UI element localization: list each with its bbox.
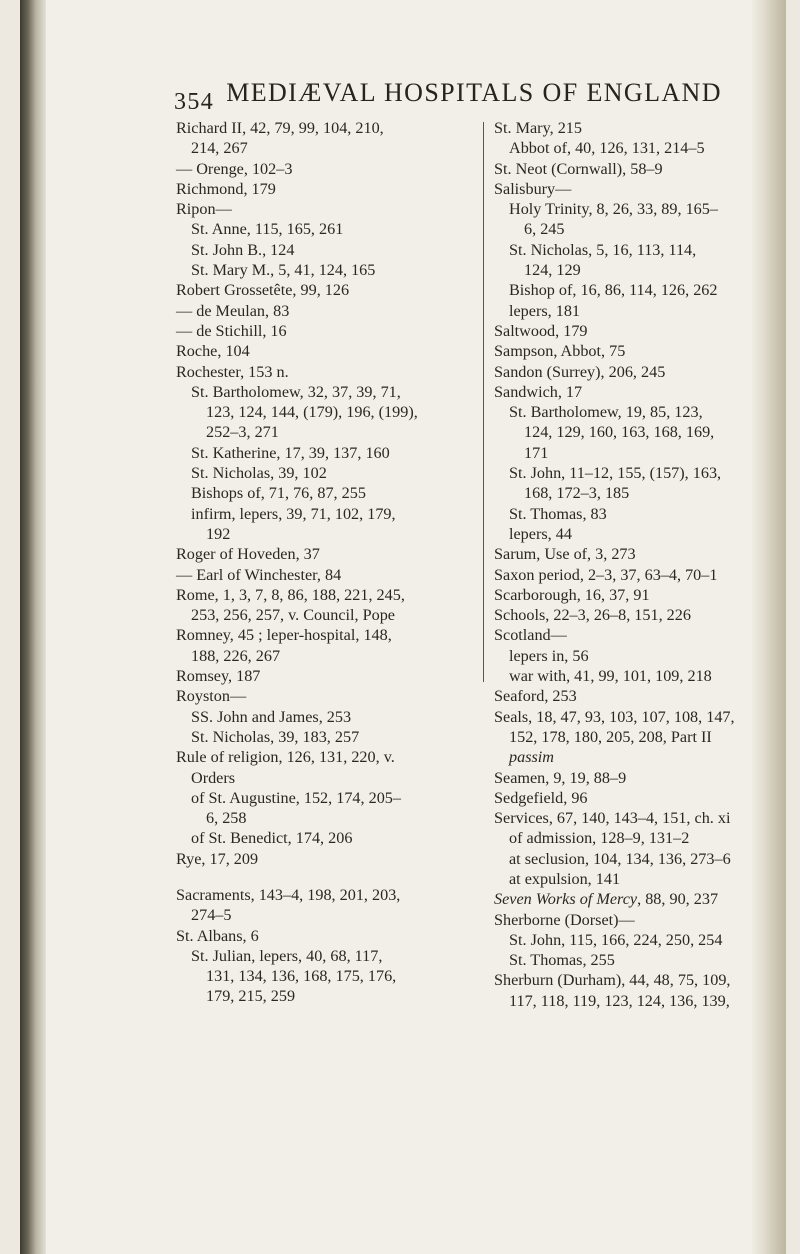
index-entry: Sandwich, 17 [494, 382, 583, 401]
index-subentry: at seclusion, 104, 134, 136, 273–6 [509, 849, 731, 868]
page-number: 354 [174, 89, 215, 115]
index-entry: Roger of Hoveden, 37 [176, 545, 320, 564]
index-subentry: 179, 215, 259 [206, 987, 296, 1006]
index-entry: Saxon period, 2–3, 37, 63–4, 70–1 [494, 565, 718, 584]
index-entry: Sarum, Use of, 3, 273 [494, 545, 636, 564]
index-entry: St. Albans, 6 [176, 926, 259, 945]
index-subentry: 131, 134, 136, 168, 175, 176, [206, 967, 397, 986]
index-subentry: 168, 172–3, 185 [524, 484, 630, 503]
index-entry: Sandon (Surrey), 206, 245 [494, 362, 666, 381]
index-subentry: St. Julian, lepers, 40, 68, 117, [191, 946, 383, 965]
index-entry: Romney, 45 ; leper-hospital, 148, [176, 626, 392, 645]
index-entry: Schools, 22–3, 26–8, 151, 226 [494, 606, 691, 625]
italic-title: Seven Works of Mercy [494, 890, 638, 909]
index-entry: Sedgefield, 96 [494, 788, 588, 807]
index-subentry: 123, 124, 144, (179), 196, (199), [206, 403, 418, 422]
index-subentry: St. Thomas, 255 [509, 951, 615, 970]
index-entry: — de Meulan, 83 [176, 301, 290, 320]
index-subentry: 214, 267 [191, 139, 248, 158]
index-entry: Rochester, 153 n. [176, 362, 289, 381]
index-subentry: 192 [206, 524, 231, 543]
index-entry: Scotland— [494, 626, 567, 645]
index-entry: — de Stichill, 16 [176, 321, 287, 340]
index-entry: Salisbury— [494, 179, 572, 198]
index-subentry: Orders [191, 768, 236, 787]
index-subentry: of admission, 128–9, 131–2 [509, 829, 690, 848]
index-subentry: at expulsion, 141 [509, 869, 621, 888]
index-subentry: 6, 245 [524, 220, 565, 239]
index-subentry: passim [509, 748, 554, 767]
index-entry: Roche, 104 [176, 342, 250, 361]
index-subentry: lepers, 44 [509, 524, 572, 543]
index-entry [494, 889, 784, 909]
index-subentry: war with, 41, 99, 101, 109, 218 [509, 667, 712, 686]
index-entry: Rule of religion, 126, 131, 220, v. [176, 748, 395, 767]
index-entry: Royston— [176, 687, 247, 706]
index-entry: — Orenge, 102–3 [176, 159, 293, 178]
index-subentry: 124, 129, 160, 163, 168, 169, [524, 423, 715, 442]
index-entry: Services, 67, 140, 143–4, 151, ch. xi [494, 809, 731, 828]
index-entry: Seals, 18, 47, 93, 103, 107, 108, 147, [494, 707, 735, 726]
index-entry: — Earl of Winchester, 84 [176, 565, 342, 584]
index-entry: Saltwood, 179 [494, 321, 588, 340]
index-subentry: St. Mary M., 5, 41, 124, 165 [191, 261, 376, 280]
index-subentry: 253, 256, 257, v. Council, Pope [191, 606, 395, 625]
page-binding-shadow [20, 0, 46, 1254]
index-subentry: St. Katherine, 17, 39, 137, 160 [191, 443, 390, 462]
index-subentry: infirm, lepers, 39, 71, 102, 179, [191, 504, 396, 523]
index-subentry: SS. John and James, 253 [191, 707, 352, 726]
index-entry: St. Mary, 215 [494, 119, 582, 137]
index-subentry: 171 [524, 443, 549, 462]
index-subentry: 6, 258 [206, 809, 247, 828]
index-entry: Seamen, 9, 19, 88–9 [494, 768, 627, 787]
index-subentry: lepers in, 56 [509, 646, 589, 665]
index-subentry: 152, 178, 180, 205, 208, Part II [509, 727, 712, 746]
index-entry: Ripon— [176, 200, 232, 219]
index-subentry: St. Nicholas, 39, 102 [191, 464, 327, 483]
index-subentry: St. Nicholas, 5, 16, 113, 114, [509, 240, 697, 259]
index-subentry: St. Nicholas, 39, 183, 257 [191, 727, 360, 746]
index-column-left [176, 118, 472, 1007]
index-entry: Romsey, 187 [176, 667, 261, 686]
index-subentry: Bishop of, 16, 86, 114, 126, 262 [509, 281, 718, 300]
index-subentry: lepers, 181 [509, 301, 581, 320]
index-entry: Robert Grossetête, 99, 126 [176, 281, 350, 300]
index-entry: St. Neot (Cornwall), 58–9 [494, 159, 663, 178]
index-subentry: 124, 129 [524, 261, 581, 280]
section-gap [176, 869, 472, 885]
index-subentry: St. John, 115, 166, 224, 250, 254 [509, 930, 723, 949]
index-entry: Richard II, 42, 79, 99, 104, 210, [176, 119, 384, 137]
index-entry: Sampson, Abbot, 75 [494, 342, 626, 361]
index-subentry: St. Thomas, 83 [509, 504, 607, 523]
column-divider [483, 122, 484, 682]
index-entry: Sherborne (Dorset)— [494, 910, 635, 929]
index-subentry: 188, 226, 267 [191, 646, 281, 665]
running-title: MEDIÆVAL HOSPITALS OF ENGLAND [226, 78, 722, 107]
index-subentry: St. John B., 124 [191, 240, 295, 259]
index-entry: Richmond, 179 [176, 179, 276, 198]
index-subentry: 252–3, 271 [206, 423, 279, 442]
index-column-right [494, 118, 784, 1011]
index-subentry: St. Anne, 115, 165, 261 [191, 220, 344, 239]
index-entry: Scarborough, 16, 37, 91 [494, 585, 650, 604]
entry-pages: , 88, 90, 237 [637, 890, 719, 909]
index-entry: Rye, 17, 209 [176, 849, 259, 868]
index-subentry: Abbot of, 40, 126, 131, 214–5 [509, 139, 705, 158]
index-subentry: St. John, 11–12, 155, (157), 163, [509, 464, 722, 483]
index-subentry: 117, 118, 119, 123, 124, 136, 139, [509, 991, 730, 1010]
index-subentry: Holy Trinity, 8, 26, 33, 89, 165– [509, 200, 718, 219]
index-entry: Sacraments, 143–4, 198, 201, 203, [176, 885, 401, 904]
index-subentry: of St. Benedict, 174, 206 [191, 829, 353, 848]
index-entry: Rome, 1, 3, 7, 8, 86, 188, 221, 245, [176, 585, 405, 604]
index-entry: Seaford, 253 [494, 687, 577, 706]
index-subentry: St. Bartholomew, 32, 37, 39, 71, [191, 382, 401, 401]
index-subentry: of St. Augustine, 152, 174, 205– [191, 788, 401, 807]
running-header [174, 78, 774, 115]
index-entry: Sherburn (Durham), 44, 48, 75, 109, [494, 971, 731, 990]
index-subentry: St. Bartholomew, 19, 85, 123, [509, 403, 703, 422]
index-subentry: 274–5 [191, 906, 232, 925]
index-subentry: Bishops of, 71, 76, 87, 255 [191, 484, 366, 503]
